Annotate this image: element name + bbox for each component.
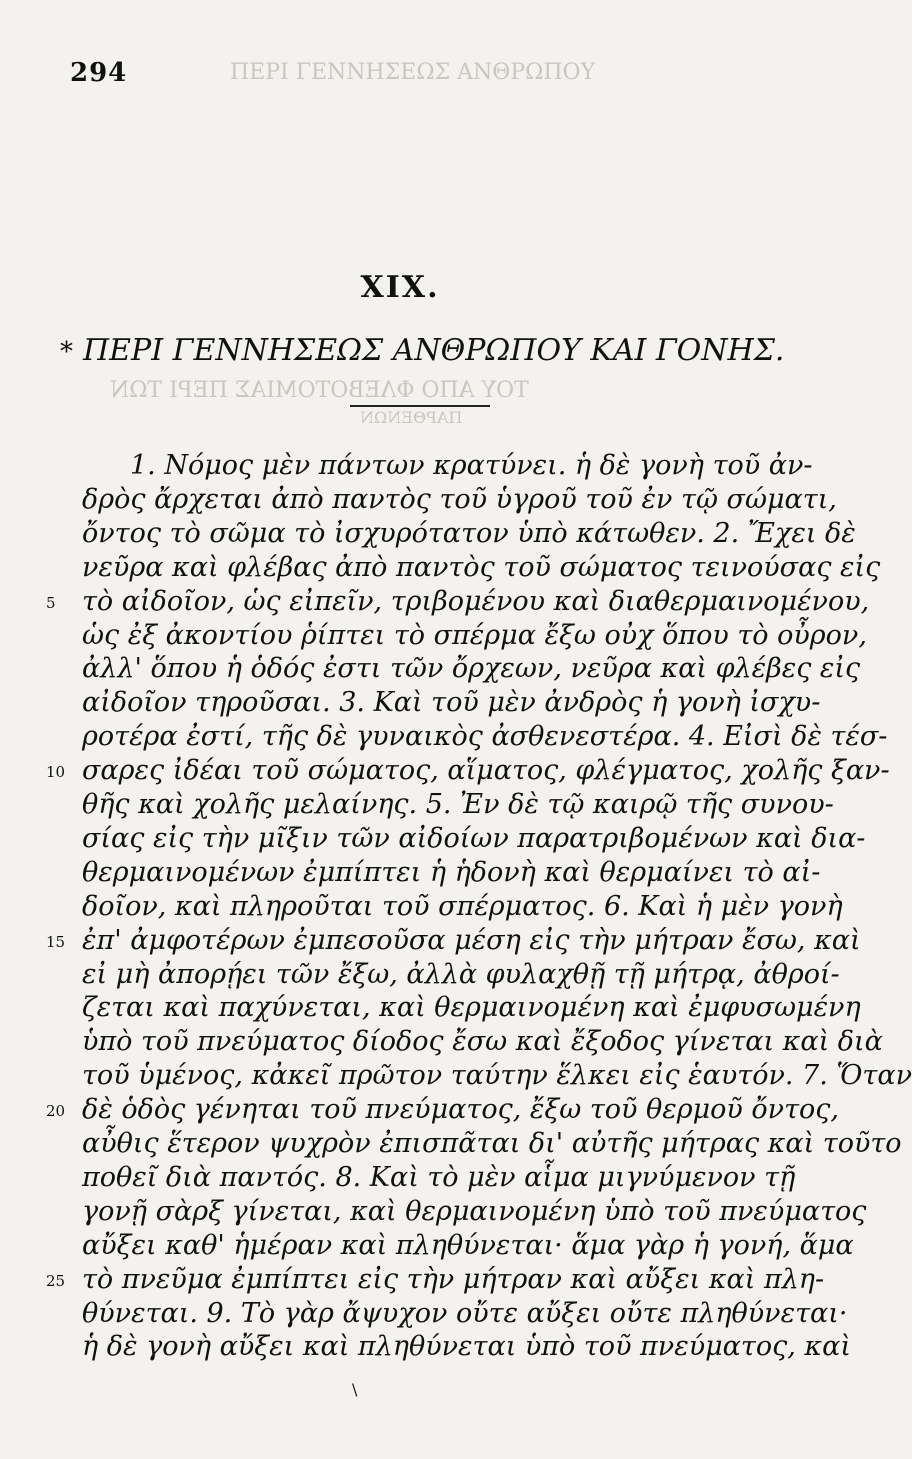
bleed-through-header: ΠΕΡΙ ΓΕΝΝΗΣΕΩΣ ΑΝΘΡΩΠΟΥ — [230, 60, 596, 85]
text-line: εἰ μὴ ἀπορῄει τῶν ἔξω, ἀλλὰ φυλαχθῇ τῇ μήτρᾳ, ἀθροί- — [82, 958, 840, 990]
text-line: ποθεῖ διὰ παντός. 8. Καὶ τὸ μὲν αἷμα μιγνύμενον τῇ — [82, 1161, 796, 1193]
text-line: αἰδοῖον τηροῦσαι. 3. Καὶ τοῦ μὲν ἀνδρὸς ἡ γονὴ ἰσχυ- — [82, 687, 821, 719]
title-rule — [350, 405, 490, 407]
text-line: δὲ ὁδὸς γένηται τοῦ πνεύματος, ἔξω τοῦ θερμοῦ ὄντος, — [82, 1094, 839, 1126]
text-line: δρὸς ἄρχεται ἀπὸ παντὸς τοῦ ὑγροῦ τοῦ ἐν τῷ σώματι, — [82, 483, 837, 515]
page-number: 294 — [70, 58, 128, 88]
text-line: θῆς καὶ χολῆς μελαίνης. 5. Ἐν δὲ τῷ καιρῷ τῆς συνου- — [82, 789, 834, 820]
text-line: ὄντος τὸ σῶμα τὸ ἰσχυρότατον ὑπὸ κάτωθεν. 2. Ἔχει δὲ — [82, 517, 856, 549]
chapter-number: XIX. — [360, 270, 440, 305]
bottom-mark: \ — [352, 1380, 358, 1399]
bleed-through-title: ΤΟΥ ΑΠΟ ΦΛΕΒΟΤΟΜΙΑΣ ΠΕΡΙ ΤΩΝ — [110, 378, 529, 403]
text-line: θύνεται. 9. Τὸ γὰρ ἄψυχον οὔτε αὔξει οὔτε πληθύνεται· — [82, 1297, 848, 1329]
text-line: ἀλλ' ὅπου ἡ ὁδός ἐστι τῶν ὄρχεων, νεῦρα καὶ φλέβες εἰς — [82, 653, 861, 685]
line-number: 25 — [46, 1271, 66, 1290]
text-line: ἡ δὲ γονὴ αὔξει καὶ πληθύνεται ὑπὸ τοῦ πνεύματος, καὶ — [82, 1331, 851, 1363]
text-line: αὔξει καθ' ἡμέραν καὶ πληθύνεται· ἅμα γὰρ ἡ γονή, ἅμα — [82, 1229, 854, 1261]
text-line: τὸ πνεῦμα ἐμπίπτει εἰς τὴν μήτραν καὶ αὔξει καὶ πλη- — [82, 1263, 825, 1295]
chapter-title: ΠΕΡΙ ΓΕΝΝΗΣΕΩΣ ΑΝΘΡΩΠΟΥ ΚΑΙ ΓΟΝΗΣ. — [83, 333, 785, 368]
chapter-title-row — [60, 333, 785, 368]
text-line: ὑπὸ τοῦ πνεύματος δίοδος ἔσω καὶ ἔξοδος γίνεται καὶ διὰ — [82, 1026, 883, 1058]
bleed-through-subtitle: ΠΑΡΘΕΝΩΝ — [360, 408, 463, 427]
text-line: ροτέρα ἐστί, τῆς δὲ γυναικὸς ἀσθενεστέρα. 4. Εἰσὶ δὲ τέσ- — [82, 721, 888, 753]
text-line: σαρες ἰδέαι τοῦ σώματος, αἵματος, φλέγματος, χολῆς ξαν- — [82, 755, 890, 787]
text-line: αὖθις ἕτερον ψυχρὸν ἐπισπᾶται δι' αὐτῆς μήτρας καὶ τοῦτο — [82, 1128, 902, 1159]
line-number: 5 — [46, 593, 56, 612]
text-line: ζεται καὶ παχύνεται, καὶ θερμαινομένη καὶ ἐμφυσωμένη — [82, 992, 861, 1024]
text-line: νεῦρα καὶ φλέβας ἀπὸ παντὸς τοῦ σώματος τεινούσας εἰς — [82, 551, 881, 583]
text-line: δοῖον, καὶ πληροῦται τοῦ σπέρματος. 6. Καὶ ἡ μὲν γονὴ — [82, 890, 843, 922]
text-line: ἐπ' ἀμφοτέρων ἐμπεσοῦσα μέση εἰς τὴν μήτραν ἔσω, καὶ — [82, 924, 861, 956]
text-line: τὸ αἰδοῖον, ὡς εἰπεῖν, τριβομένου καὶ διαθερμαινομένου, — [82, 585, 870, 617]
text-line: σίας εἰς τὴν μῖξιν τῶν αἰδοίων παρατριβομένων καὶ δια- — [82, 822, 866, 854]
line-number: 10 — [46, 763, 66, 782]
text-line: ὡς ἐξ ἀκοντίου ῥίπτει τὸ σπέρμα ἔξω οὐχ ὅπου τὸ οὖρον, — [82, 619, 867, 651]
line-number: 15 — [46, 932, 66, 951]
text-line: θερμαινομένων ἐμπίπτει ἡ ἡδονὴ καὶ θερμαίνει τὸ αἰ- — [82, 856, 821, 888]
text-line: 1. Νόμος μὲν πάντων κρατύνει. ἡ δὲ γονὴ τοῦ ἀν- — [130, 450, 813, 481]
line-number: 20 — [46, 1102, 66, 1121]
text-line: γονῇ σὰρξ γίνεται, καὶ θερμαινομένη ὑπὸ τοῦ πνεύματος — [82, 1195, 867, 1227]
asterisk-mark: * — [60, 337, 73, 367]
text-line: τοῦ ὑμένος, κἀκεῖ πρῶτον ταύτην ἕλκει εἰς ἑαυτόν. 7. Ὅταν — [82, 1060, 912, 1092]
